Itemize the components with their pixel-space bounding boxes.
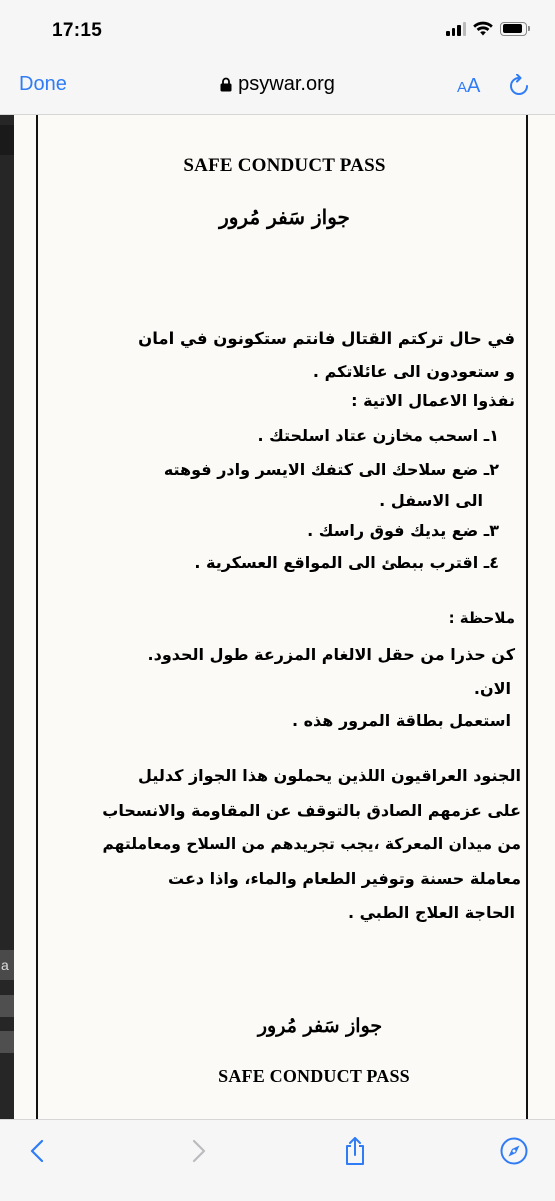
reload-icon[interactable] [508,74,530,102]
text-size-small-label: A [457,79,468,96]
instruction-line: ٣ـ ضع يديك فوق راسك . [307,521,499,540]
note-line: كن حذرا من حقل الالغام المزرعة طول الحدود. [147,645,515,664]
paragraph-line: الحاجة العلاج الطبي . [347,903,515,922]
done-button[interactable]: Done [19,73,67,95]
compass-icon[interactable] [497,1134,531,1168]
instruction-line: في حال تركتم القتال فانتم ستكونون في امان [138,329,515,348]
wifi-icon [473,21,493,36]
chevron-right-icon[interactable] [182,1134,216,1168]
paragraph-line: الجنود العراقيون اللذين يحملون هذا الجواز كدليل [138,766,521,785]
lock-icon [220,77,232,92]
paragraph-line: معاملة حسنة وتوفير الطعام والماء، واذا دعت [168,869,521,888]
side-strip [0,115,14,1119]
right-border-line [526,115,528,1119]
status-bar [0,0,555,58]
instruction-line: و ستعودون الى عائلاتكم . [312,362,515,381]
cellular-signal-icon [446,22,466,36]
text-size-button[interactable] [457,75,480,98]
battery-icon [500,22,527,36]
left-border-line [36,115,38,1119]
instruction-line: ١ـ اسحب مخازن عتاد اسلحتك . [257,426,499,445]
instruction-line: نفذوا الاعمال الاتية : [351,391,515,410]
status-time: 17:15 [52,20,103,41]
paragraph-line: من ميدان المعركة ،يجب تجريدهم من السلاح ومعاملتهم [102,835,521,853]
arabic-title-top: جواز سَفر مُرور [219,205,350,229]
side-strip-letter: a [1,957,9,973]
leaflet-page [14,115,555,1119]
bottom-toolbar [0,1119,555,1201]
note-line: استعمل بطاقة المرور هذه . [291,711,511,730]
note-line: الان. [473,679,511,698]
paragraph-line: على عزمهم الصادق بالتوقف عن المقاومة والانسحاب [102,801,521,820]
text-size-large-label: A [467,75,481,97]
share-icon[interactable] [338,1134,372,1168]
pass-title-bottom: SAFE CONDUCT PASS [218,1066,410,1086]
instruction-line: الى الاسفل . [379,491,483,510]
status-icons [446,21,527,36]
instruction-line: ٢ـ ضع سلاحك الى كتفك الايسر وادر فوهته [163,460,499,479]
url-text: psywar.org [238,73,335,95]
arabic-title-bottom: جواز سَفر مُرور [257,1015,383,1037]
pass-title-top: SAFE CONDUCT PASS [183,155,386,176]
chevron-left-icon[interactable] [20,1134,54,1168]
note-heading: ملاحظة : [448,609,515,627]
document-viewer[interactable] [0,115,555,1119]
instruction-line: ٤ـ اقترب ببطئ الى المواقع العسكرية . [194,553,499,572]
browser-nav-bar [0,58,555,115]
